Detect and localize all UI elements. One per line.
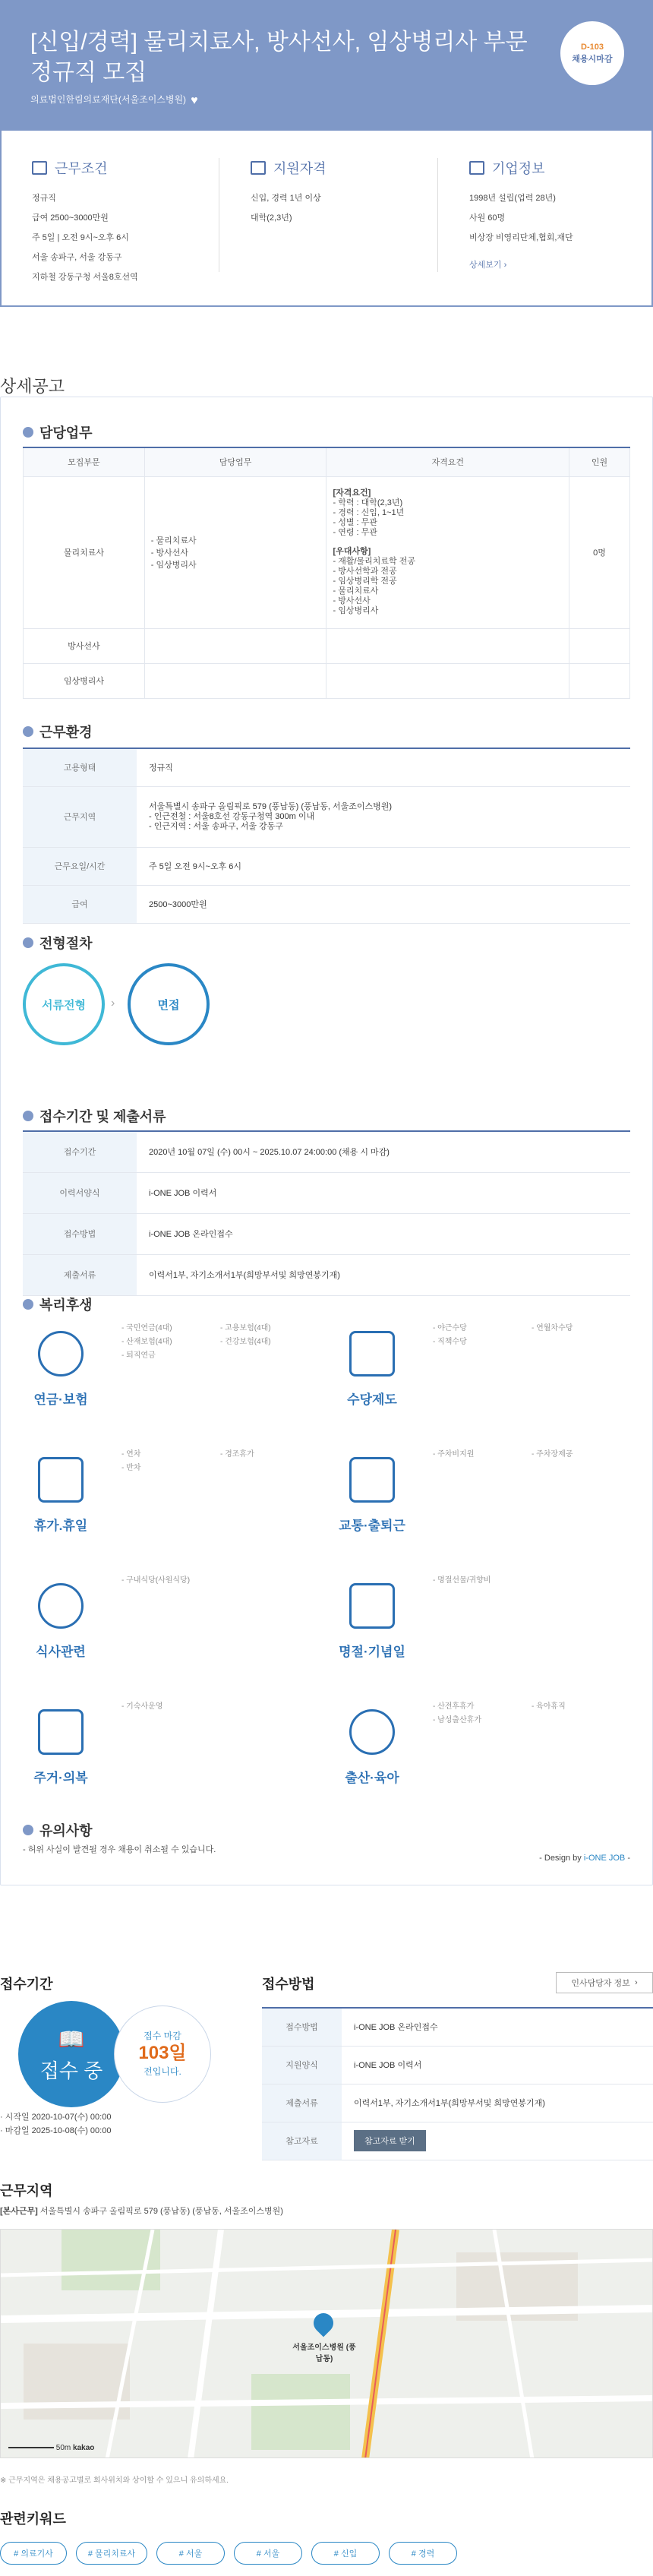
- location-note: ※ 근무지역은 채용공고별로 회사위치와 상이할 수 있으니 유의하세요.: [0, 2476, 229, 2485]
- building-icon: [469, 161, 484, 175]
- table-row: 물리치료사 - 물리치료사 - 방사선사 - 임상병리사 [자격요건] - 학력 : 대학(2,3년) - 경력 : 신입, 1~1년 - 성별 : 무관 - 연령 : 무관 [우대사항] - 재활/물리치료학 전공 - 방사선학과 전공 - 임상병리학 전공 - 물리치료사 - 방사선사 - 임상병리사 0명: [24, 476, 630, 628]
- map-scale: 50m kakao: [8, 2444, 94, 2452]
- bullet-icon: [23, 1111, 33, 1121]
- map[interactable]: [0, 2229, 653, 2458]
- table-row: 급여 2500~3000만원: [23, 885, 630, 923]
- table-row: 제출서류 이력서1부, 자기소개서1부(희망부서및 희망연봉기재): [23, 1254, 630, 1295]
- welfare-vacation: 휴가.휴일 - 연차 - 반차 - 경조휴가: [33, 1450, 254, 1533]
- heart-icon[interactable]: ♥: [191, 94, 198, 107]
- table-row: 근무지역 서울특별시 송파구 올림픽로 579 (풍납동) (풍납동, 서울조이스병원) - 인근전철 : 서울8호선 강동구청역 300m 이내 - 인근지역 : 서울 송파구, 서울 강동구: [23, 786, 630, 847]
- notice-text: - 허위 사실이 발견될 경우 채용이 취소될 수 있습니다.: [23, 1845, 216, 1854]
- welfare-title: 복리후생: [23, 1294, 93, 1314]
- period-status-circle: 📖 접수 중: [18, 2001, 125, 2107]
- company-line: [30, 93, 198, 108]
- contact-info-button[interactable]: 인사담당자 정보 ›: [556, 1972, 653, 1993]
- keyword-tag[interactable]: # 서울: [234, 2542, 302, 2565]
- document-icon: [32, 161, 47, 175]
- method-table: [262, 2007, 653, 2160]
- wallet-hands-icon: [349, 1331, 395, 1377]
- period-dates: · 시작일 2020-10-07(수) 00:00 · 마감일 2025-10-08(수) 00:00: [0, 2113, 112, 2135]
- notice-title: 유의사항: [23, 1820, 93, 1840]
- bullet-icon: [23, 427, 33, 438]
- apply-title: 접수기간 및 제출서류: [23, 1106, 166, 1126]
- welfare-housing: 주거·의복 - 기숙사운영: [33, 1702, 163, 1785]
- keyword-tag[interactable]: # 의료기사: [0, 2542, 67, 2565]
- table-row: 접수방법 i-ONE JOB 온라인접수: [262, 2008, 653, 2046]
- chevron-right-icon: ›: [111, 997, 115, 1010]
- summary-company: 기업정보 1998년 설립(업력 28년) 사원 60명 비상장 비영리단체,협회,재단 상세보기 ›: [469, 158, 653, 275]
- location-title: 근무지역: [0, 2183, 53, 2198]
- keywords-title: 관련키워드: [0, 2511, 66, 2527]
- calendar-icon: [38, 1457, 84, 1503]
- table-row: 방사선사: [24, 628, 630, 663]
- glasses-icon: [38, 1331, 84, 1377]
- duty-table: 모집부문 담당업무 자격요건 인원 물리치료사 - 물리치료사 - 방사선사 - 임상병리사 [자격요건] - 학력 : 대학(2,3년) - 경력 : 신입, 1~1년 - 성별 : 무관 - 연령 : 무관 [우대사항] - 재활/물리치료학 전공 - 방사선학과 전공 - 임상병리학 전공 - 물리치료사 - 방사선사 - 임상병리사 0명 방사선사 임상병리사: [23, 447, 630, 699]
- detail-title: 상세공고: [0, 377, 65, 396]
- summary-panel: [0, 131, 653, 307]
- bullet-icon: [23, 937, 33, 948]
- process-step-interview: 면접: [128, 963, 210, 1045]
- table-row: 지원양식 i-ONE JOB 이력서: [262, 2046, 653, 2084]
- process-step-documents: 서류전형: [23, 963, 105, 1045]
- welfare-allowance: 수당제도 - 야근수당 - 직책수당 - 연월차수당: [347, 1324, 573, 1407]
- table-row: 이력서양식 i-ONE JOB 이력서: [23, 1172, 630, 1213]
- company-more-link[interactable]: 상세보기 ›: [469, 261, 507, 270]
- process-title: 전형절차: [23, 933, 93, 953]
- table-row: 접수기간 2020년 10월 07일 (수) 00시 ~ 2025.10.07 24:00:00 (채용 시 마감): [23, 1131, 630, 1172]
- table-row: 근무요일/시간 주 5일 오전 9시~오후 6시: [23, 847, 630, 885]
- table-row: 고용형태 정규직: [23, 748, 630, 786]
- summary-qualifications: 지원자격 신입, 경력 1년 이상 대학(2,3년): [251, 161, 326, 223]
- welfare-pension: 연금·보험 - 국민연금(4대) - 산재보험(4대) - 퇴직연금 - 고용보험(4대) - 건강보험(4대): [33, 1324, 271, 1407]
- shirt-icon: [38, 1709, 84, 1755]
- table-row: 임상병리사: [24, 663, 630, 698]
- welfare-childcare: 출산·육아 - 산전후휴가 - 남성출산휴가 - 육아휴직: [345, 1702, 566, 1785]
- env-table: [23, 748, 630, 924]
- gift-icon: [349, 1583, 395, 1629]
- map-marker-label: 서울조이스병원 (풍납동): [292, 2344, 356, 2363]
- download-reference-button[interactable]: 참고자료 받기: [354, 2130, 426, 2151]
- bus-icon: [349, 1457, 395, 1503]
- keyword-tag[interactable]: # 물리치료사: [76, 2542, 147, 2565]
- bullet-icon: [23, 726, 33, 737]
- location-address: [본사근무] 서울특별시 송파구 올림픽로 579 (풍납동) (풍납동, 서울조이스병원): [0, 2207, 283, 2216]
- keyword-tag[interactable]: # 서울: [156, 2542, 225, 2565]
- dday-badge: D-103 채용시마감: [560, 21, 624, 85]
- apply-table: [23, 1130, 630, 1296]
- method-title: 접수방법: [262, 1977, 315, 1992]
- calendar-icon: [251, 161, 266, 175]
- company-name[interactable]: 의료법인한림의료재단(서울조이스병원): [30, 94, 187, 105]
- keyword-tag[interactable]: # 신입: [311, 2542, 380, 2565]
- table-row: 참고자료 참고자료 받기: [262, 2122, 653, 2160]
- env-title: 근무환경: [23, 722, 93, 741]
- period-deadline-circle: 접수 마감 103일 전입니다.: [114, 2005, 211, 2103]
- welfare-transport: 교통·출퇴근 - 주차비지원 - 주차장제공: [339, 1450, 573, 1533]
- table-row: 접수방법 i-ONE JOB 온라인접수: [23, 1213, 630, 1254]
- keyword-tag[interactable]: # 경력: [389, 2542, 457, 2565]
- welfare-holiday: 명절·기념일 - 명절선물/귀향비: [339, 1576, 491, 1659]
- duck-icon: [349, 1709, 395, 1755]
- book-icon: 📖: [58, 2028, 85, 2051]
- welfare-meal: 식사관련 - 구내식당(사원식당): [36, 1576, 191, 1659]
- table-row: 제출서류 이력서1부, 자기소개서1부(희망부서및 희망연봉기재): [262, 2084, 653, 2122]
- summary-conditions: 근무조건 정규직 급여 2500~3000만원 주 5일 | 오전 9시~오후 6시 서울 송파구, 서울 강동구 지하철 강동구청 서울8호선역: [32, 161, 138, 282]
- job-title: [신입/경력] 물리치료사, 방사선사, 임상병리사 부문 정규직 모집: [30, 30, 528, 85]
- bowl-icon: [38, 1583, 84, 1629]
- bullet-icon: [23, 1825, 33, 1835]
- duty-title: 담당업무: [23, 422, 93, 442]
- period-title: 접수기간: [0, 1977, 53, 1992]
- design-credit: - Design by i-ONE JOB -: [539, 1854, 630, 1863]
- bullet-icon: [23, 1299, 33, 1310]
- job-header: [0, 0, 653, 131]
